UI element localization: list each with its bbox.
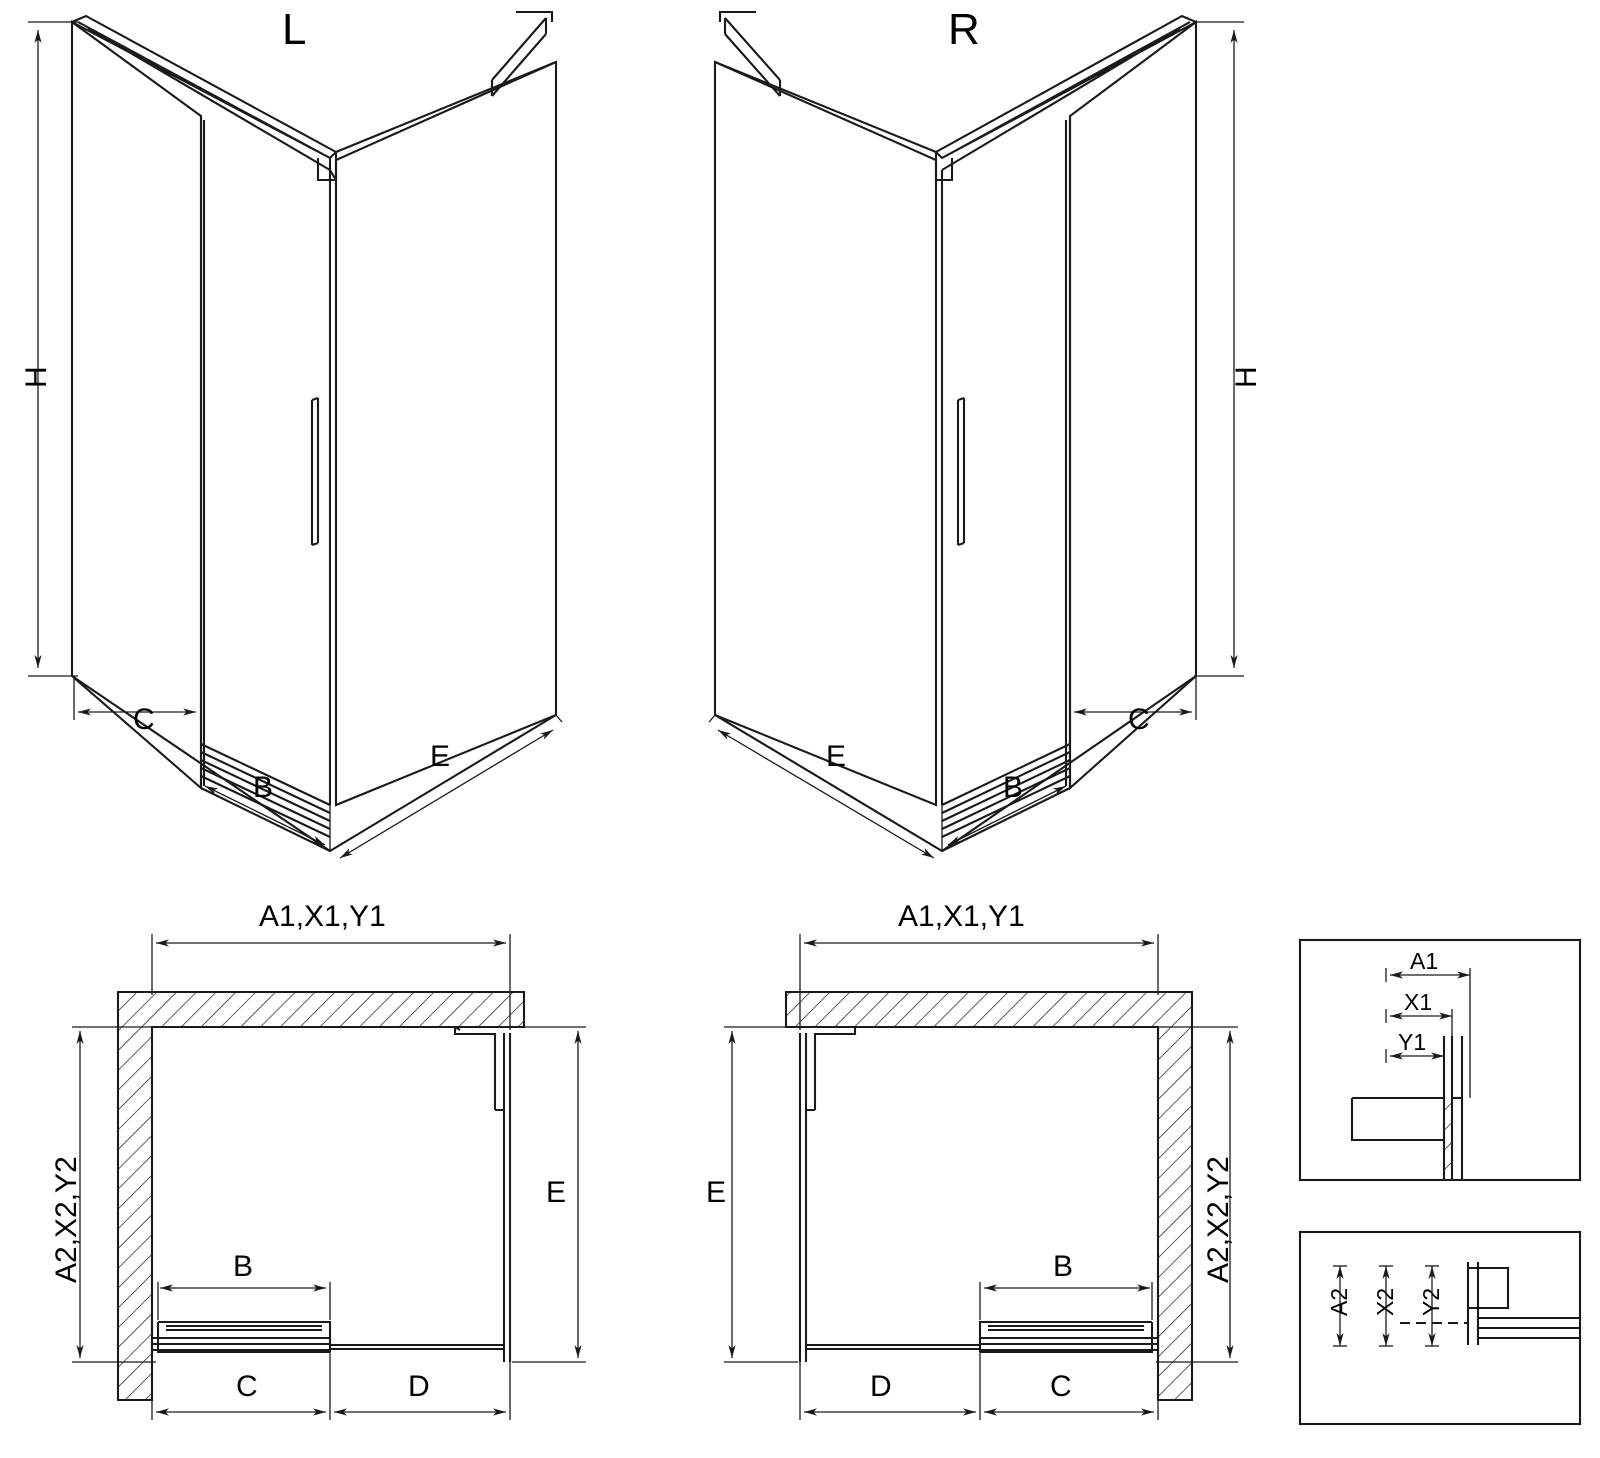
dim-label-c-plan-right: C xyxy=(1050,1370,1072,1403)
dim-label-c-left: C xyxy=(133,703,155,736)
detail-top-dim-x1: X1 xyxy=(1404,989,1433,1015)
detail-top-dim-y1: Y1 xyxy=(1398,1029,1427,1055)
view-label-left: L xyxy=(282,5,307,54)
dim-label-b-plan-right: B xyxy=(1053,1250,1074,1283)
plan-right-geometry xyxy=(786,992,1192,1403)
plan-left-geometry xyxy=(118,992,524,1403)
iso-right-dim-bottom xyxy=(709,676,1196,858)
dim-label-b-plan-left: B xyxy=(233,1250,254,1283)
dim-label-a1x1y1-left: A1,X1,Y1 xyxy=(259,900,386,933)
dim-label-c-plan-left: C xyxy=(236,1370,258,1403)
detail-top-geometry xyxy=(1300,940,1580,1180)
iso-right-geometry xyxy=(715,12,1196,851)
dim-label-e-plan-left: E xyxy=(546,1176,567,1209)
dim-label-b-left: B xyxy=(253,771,274,804)
view-label-right: R xyxy=(948,5,980,54)
dim-label-d-plan-right: D xyxy=(870,1370,892,1403)
dim-label-a2x2y2-left: A2,X2,Y2 xyxy=(50,1156,83,1283)
iso-right-dim-H xyxy=(1194,22,1244,676)
detail-bottom-dim-a2: A2 xyxy=(1326,1287,1352,1316)
dim-label-e-plan-right: E xyxy=(706,1176,727,1209)
dim-label-c-right: C xyxy=(1128,703,1150,736)
dim-label-h-right: H xyxy=(1230,366,1263,388)
dim-label-d-plan-left: D xyxy=(408,1370,430,1403)
detail-top-dim-a1: A1 xyxy=(1410,948,1439,974)
dim-label-e-right: E xyxy=(826,740,847,773)
iso-left-dim-H xyxy=(28,22,78,676)
detail-bottom-dim-x2: X2 xyxy=(1372,1287,1398,1316)
dim-label-a1x1y1-right: A1,X1,Y1 xyxy=(898,900,1025,933)
dim-label-b-right: B xyxy=(1003,771,1024,804)
detail-bottom-dim-y2: Y2 xyxy=(1418,1287,1444,1316)
dim-label-e-left: E xyxy=(430,740,451,773)
dim-label-h-left: H xyxy=(20,366,53,388)
detail-bottom-geometry xyxy=(1300,1232,1580,1424)
dim-label-a2x2y2-right: A2,X2,Y2 xyxy=(1202,1156,1235,1283)
